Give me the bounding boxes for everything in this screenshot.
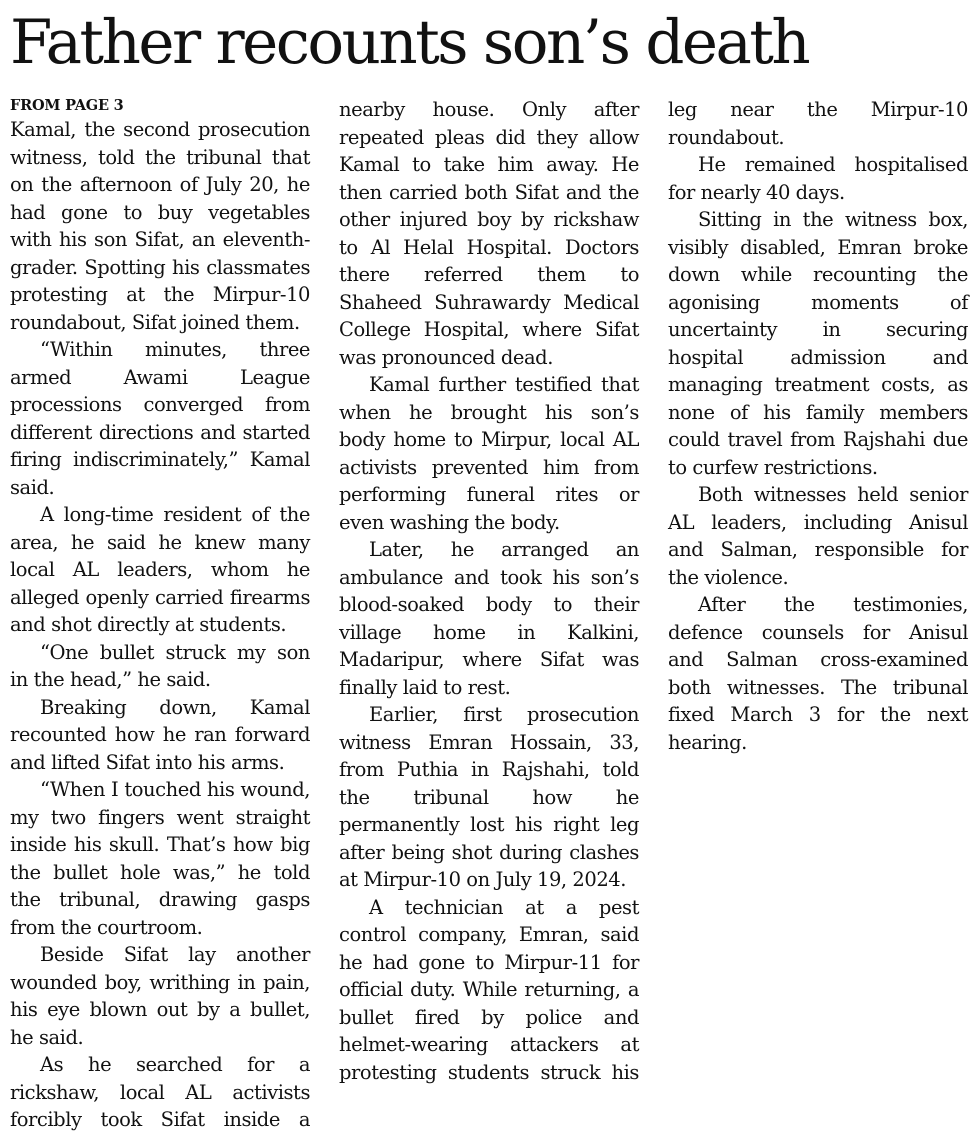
paragraph: Kamal, the second prosecution witness, told the tribunal that on the afternoon of July 20, he had gone to buy vegetables with his son Sifat, an eleventh-grader. Spotting his classmates protesting at the Mirpur-10 roundabout, Sifat joined them. bbox=[10, 118, 310, 334]
jump-line: FROM PAGE 3 bbox=[10, 97, 124, 114]
paragraph: Kamal further testified that when he brought his son’s body home to Mirpur, local AL activists prevented him from performing funeral rites or even washing the body. bbox=[339, 373, 639, 534]
headline: Father recounts son’s death bbox=[10, 7, 809, 78]
paragraph: Beside Sifat lay another wounded boy, writhing in pain, his eye blown out by a bullet, he said. bbox=[10, 943, 310, 1049]
paragraph: Breaking down, Kamal recounted how he ran forward and lifted Sifat into his arms. bbox=[10, 695, 310, 774]
paragraph: “When I touched his wound, my two fingers went straight inside his skull. That’s how big the bullet hole was,” he told the tribunal, drawing gasps from the courtroom. bbox=[10, 778, 310, 939]
paragraph: Earlier, first prosecution witness Emran Hossain, 33, from Puthia in Rajshahi, told the tribunal how he permanently lost his right leg after being shot during clashes at Mirpur-10 on July 19, 2024. bbox=[339, 703, 639, 891]
paragraph: He remained hospitalised for nearly 40 days. bbox=[668, 153, 968, 204]
paragraph: After the testimonies, defence counsels for Anisul and Salman cross-examined both witnesses. The tribunal fixed March 3 for the next hearing. bbox=[668, 593, 968, 754]
paragraph: Sitting in the witness box, visibly disabled, Emran broke down while recounting the agonising moments of uncertainty in securing hospital admission and managing treatment costs, as none of his family members could travel from Rajshahi due to curfew restrictions. bbox=[668, 208, 968, 479]
paragraph: Both witnesses held senior AL leaders, including Anisul and Salman, responsible for the violence. bbox=[668, 483, 968, 589]
article-body bbox=[10, 96, 968, 1136]
paragraph: A long-time resident of the area, he said he knew many local AL leaders, whom he alleged openly carried firearms and shot directly at students. bbox=[10, 503, 310, 636]
paragraph: Later, he arranged an ambulance and took his son’s blood-soaked body to their village home in Kalkini, Madaripur, where Sifat was finally laid to rest. bbox=[339, 538, 639, 699]
paragraph: As he searched for a rickshaw, local AL activists forcibly took Sifat inside a nearby house. Only after repeated pleas did they allow Kamal to take him away. He then carried both Sifat and the other injured boy by rickshaw to Al Helal Hospital. Doctors there referred them to Shaheed Suhrawardy Medical College Hospital, where Sifat was pronounced dead. bbox=[10, 98, 639, 1131]
paragraph: “One bullet struck my son in the head,” he said. bbox=[10, 640, 310, 691]
paragraph: “Within minutes, three armed Awami League processions converged from different directions and started firing indiscriminately,” Kamal said. bbox=[10, 338, 310, 499]
paragraph: A technician at a pest control company, Emran, said he had gone to Mirpur-11 for official duty. While returning, a bullet fired by police and helmet-wearing attackers at protesting students struck his leg near the Mirpur-10 roundabout. bbox=[339, 98, 968, 1084]
